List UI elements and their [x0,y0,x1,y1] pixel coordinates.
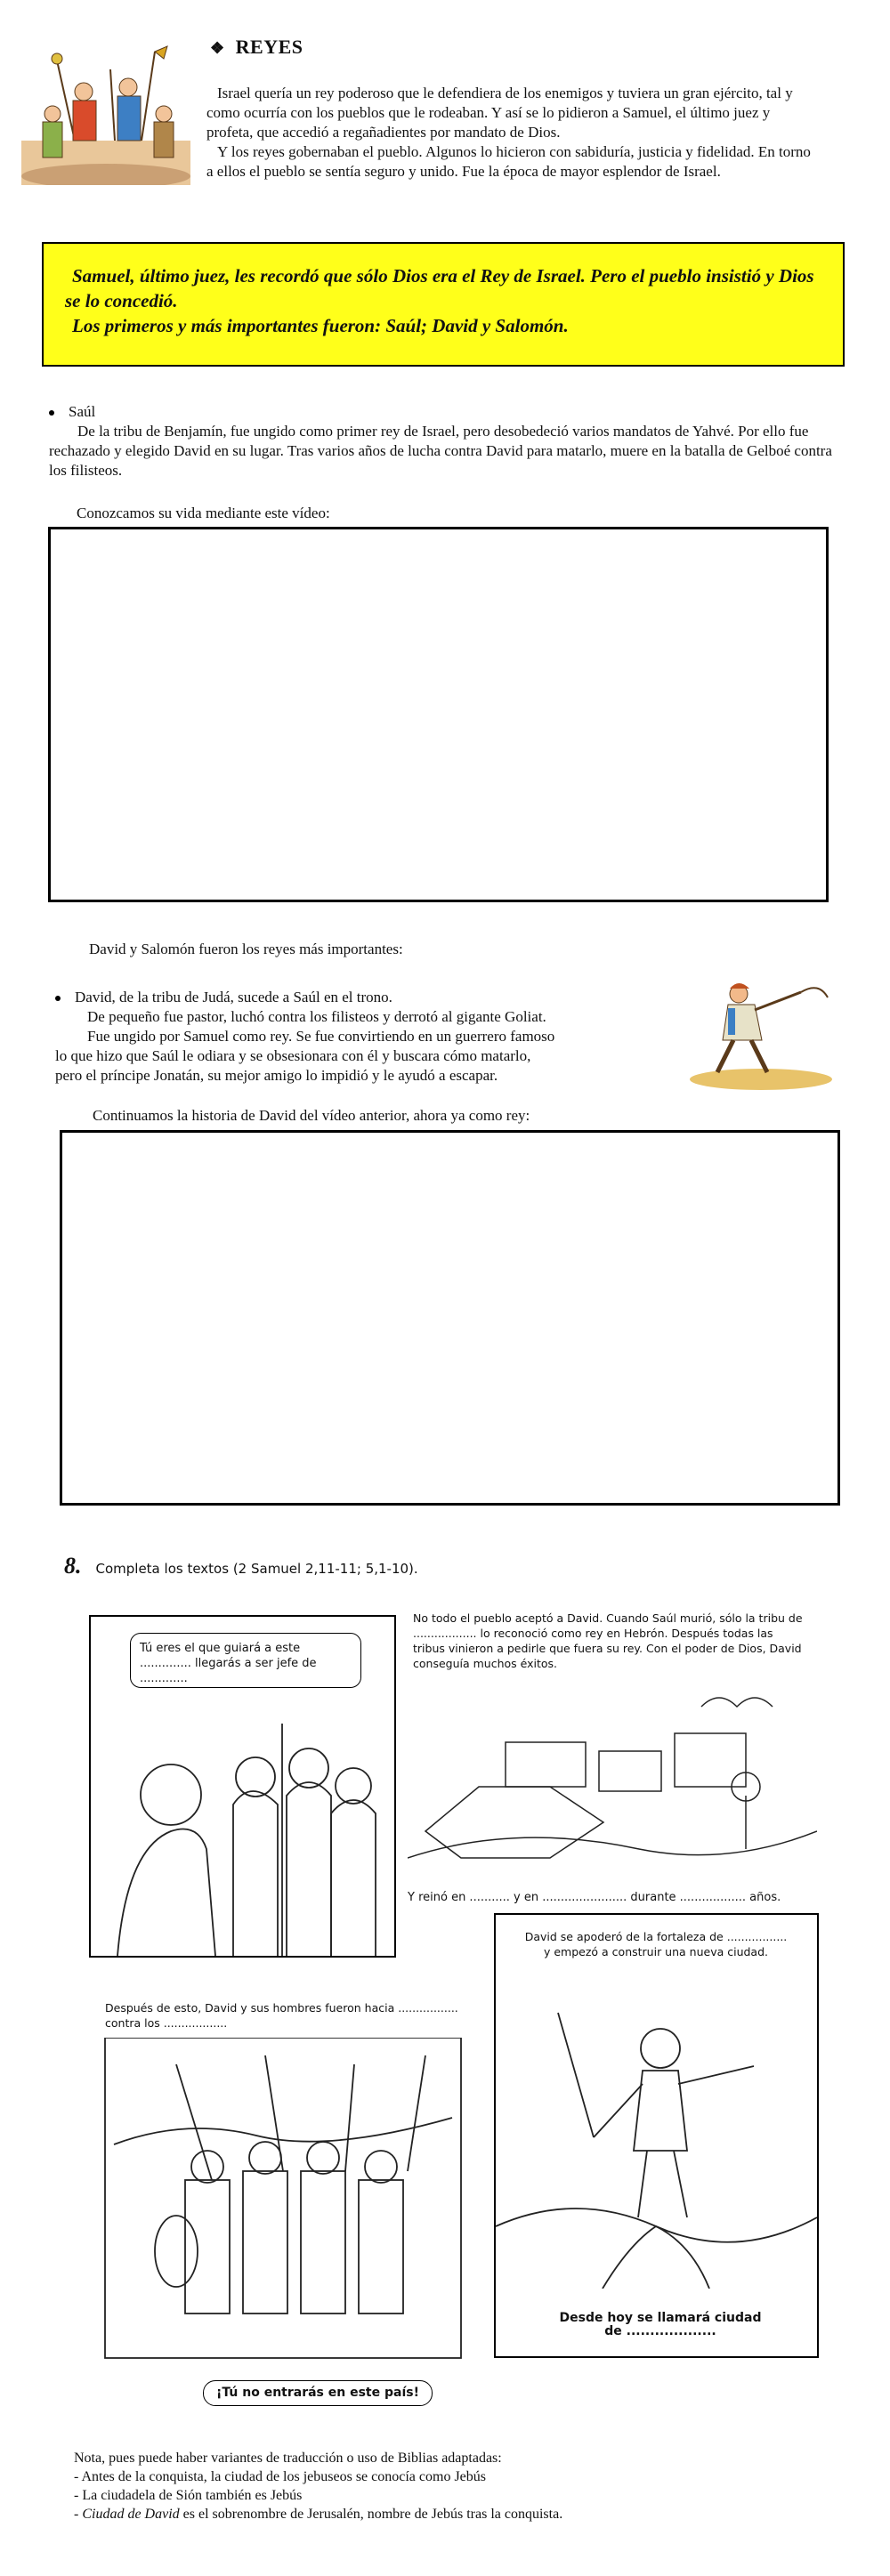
note-intro: Nota, pues puede haber variantes de traducción o uso de Biblias adaptadas: [74,2451,502,2466]
saul-section [49,402,832,480]
speech-bubble-warning: ¡Tú no entrarás en este país! [203,2380,433,2406]
david-line-4: lo que hizo que Saúl le odiara y se obsesionara con él y buscara cómo matarlo, [55,1047,531,1064]
bullet-icon [49,410,54,416]
comic-panel-proclamation [494,1913,819,2358]
exercise-number: 8. [64,1553,82,1579]
david-sling-illustration [685,974,837,1090]
intro-paragraph-2: Y los reyes gobernaban el pueblo. Algunos lo hicieron con sabiduría, justicia y fidelidad. En torno a ellos el pueblo se sentía seguro y unido. Fue la época de mayor esplendor de Israel. [206,143,811,180]
speech-bubble-anointing: Tú eres el que guiará a este .............. llegarás a ser jefe de ............. [130,1633,361,1688]
proclamation-narration: David se apoderó de la fortaleza de ................. y empezó a construir una nueva ciudad. [524,1930,788,1958]
exercise-heading [64,1553,418,1579]
comic-panel-anointing [89,1615,396,1958]
saul-text: De la tribu de Benjamín, fue ungido como primer rey de Israel, pero desobedeció varios mandatos de Yahvé. Por ello fue rechazado y elegido David en su lugar. Tras varios años de lucha contra David para matarlo, muere en la batalla de Gelboé contra los filisteos. [49,423,832,479]
david-video-intro: Continuamos la historia de David del vídeo anterior, ahora ya como rey: [93,1107,530,1124]
celebration-illustration [21,43,190,185]
saul-video-frame[interactable] [48,527,829,902]
exercise-instruction: Completa los textos (2 Samuel 2,11-11; 5,1-10). [95,1561,418,1577]
david-video-frame[interactable] [60,1130,840,1506]
david-heading: David, de la tribu de Judá, sucede a Saúl en el trono. [55,988,705,1007]
city-caption: Y reinó en ........... y en ....................... durante .................. años. [408,1891,781,1904]
highlight-line-1: Samuel, último juez, les recordó que sólo Dios era el Rey de Israel. Pero el pueblo insistió y Dios se lo concedió. [65,265,814,311]
bullet-icon [55,996,61,1001]
comic-panel-march [87,1958,479,2420]
highlight-box [42,242,845,367]
highlight-line-2: Los primeros y más importantes fueron: Saúl; David y Salomón. [72,315,569,336]
david-section [55,988,705,1086]
translation-note [74,2449,562,2524]
city-narration: No todo el pueblo aceptó a David. Cuando Saúl murió, sólo la tribu de .................. lo reconoció como rey en Hebrón. Después todas las tribus vinieron a pedirle que fuera su rey. Con el poder de Dios, David conseguía muchos éxitos. [413,1611,803,1670]
note-item-2: - La ciudadela de Sión también es Jebús [74,2488,303,2503]
note-item-1: - Antes de la conquista, la ciudad de los jebuseos se conocía como Jebús [74,2469,486,2484]
saul-video-intro: Conozcamos su vida mediante este vídeo: [77,505,330,521]
saul-heading: Saúl [49,402,832,422]
david-line-5: pero el príncipe Jonatán, su mejor amigo lo impidió y le ayudó a escapar. [55,1067,498,1084]
page-title: ❖ REYES [210,36,303,58]
intro-text [206,84,812,182]
david-line-2: De pequeño fue pastor, luchó contra los filisteos y derrotó al gigante Goliat. [87,1008,546,1025]
david-line-3: Fue ungido por Samuel como rey. Se fue convirtiendo en un guerrero famoso [87,1028,555,1045]
comic-panel-city [408,1611,817,1918]
kings-line: David y Salomón fueron los reyes más importantes: [89,941,403,957]
proclamation-caption: Desde hoy se llamará ciudad de ................... [559,2311,762,2338]
note-item-3: - Ciudad de David es el sobrenombre de Jerusalén, nombre de Jebús tras la conquista. [74,2507,563,2522]
diamond-bullet-icon: ❖ [210,39,225,57]
intro-paragraph-1: Israel quería un rey poderoso que le defendiera de los enemigos y tuviera un gran ejército, tal y como ocurría con los pueblos que le rodeaban. Y así se lo pidieron a Samuel, el último juez y profeta, que accedió a regañadientes por mandato de Dios. [206,85,793,141]
march-narration: Después de esto, David y sus hombres fueron hacia ................. contra los .................. [105,2001,458,2030]
